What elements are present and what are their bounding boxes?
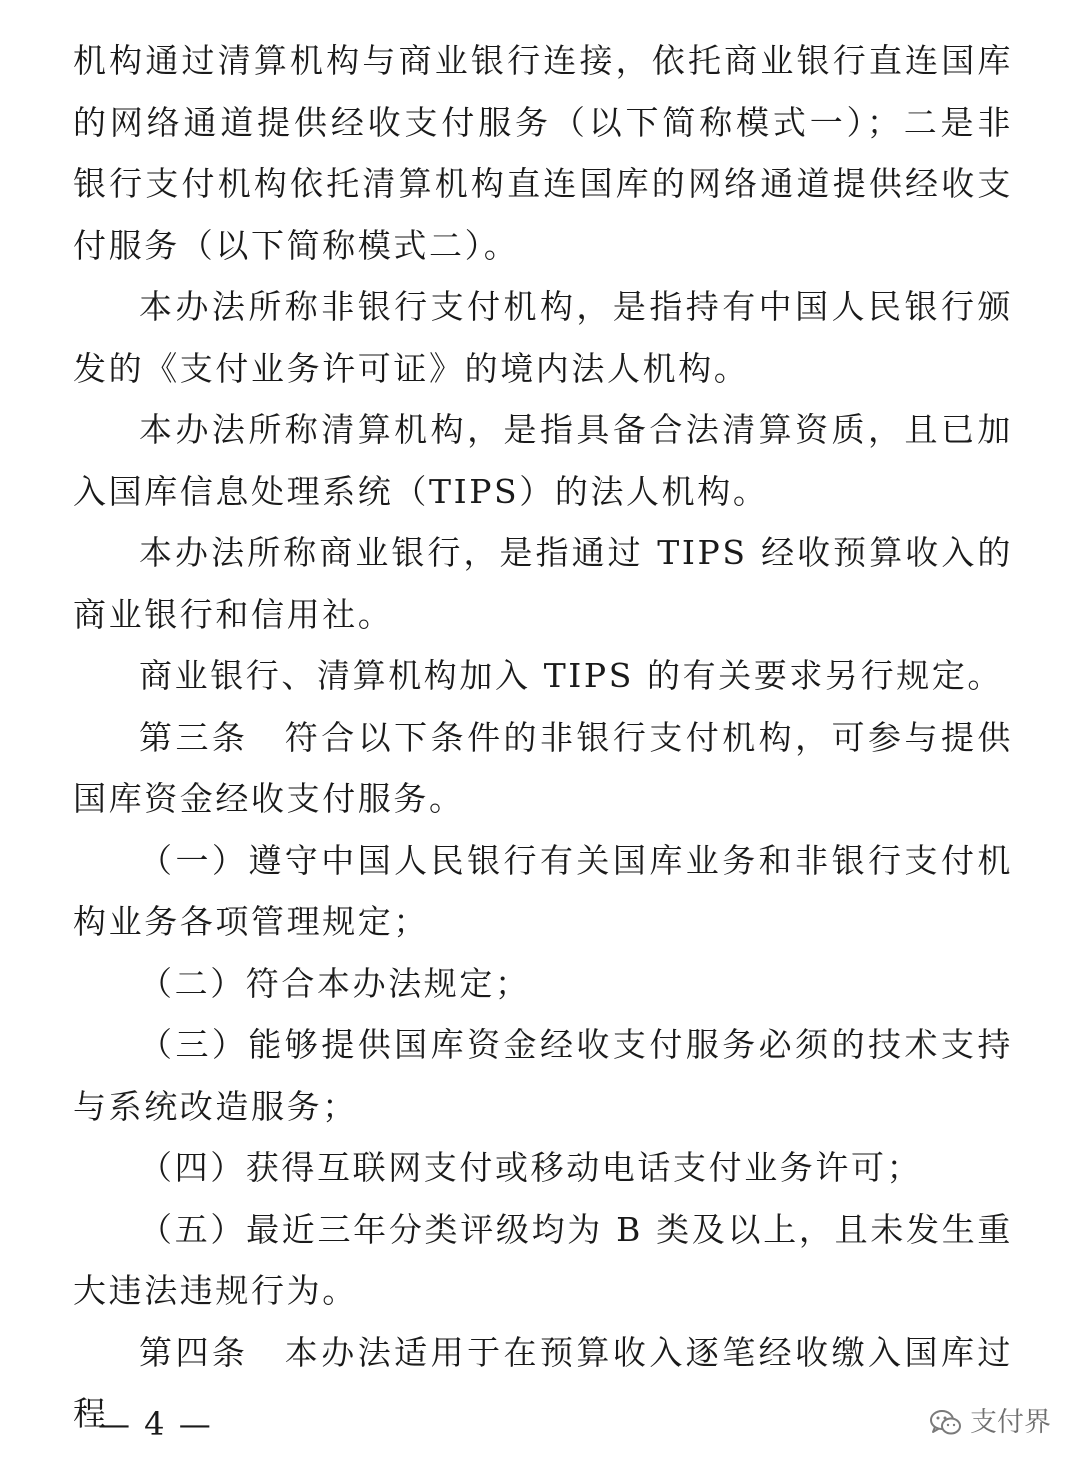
list-item: （三）能够提供国库资金经收支付服务必须的技术支持与系统改造服务；: [73, 1025, 1013, 1126]
watermark-text: 支付界: [970, 1407, 1051, 1438]
paragraph: 本办法所称非银行支付机构，是指持有中国人民银行颁发的《支付业务许可证》的境内法人机构。: [73, 287, 1013, 388]
paragraph: 本办法所称商业银行，是指通过 TIPS 经收预算收入的商业银行和信用社。: [73, 533, 1013, 634]
list-item: （五）最近三年分类评级均为 B 类及以上，且未发生重大违法违规行为。: [73, 1209, 1013, 1310]
list-item: （四）获得互联网支付或移动电话支付业务许可；: [139, 1148, 923, 1187]
article-paragraph: 第三条 符合以下条件的非银行支付机构，可参与提供国库资金经收支付服务。: [73, 717, 1013, 818]
watermark: [930, 1405, 1051, 1441]
paragraph: 商业银行、清算机构加入 TIPS 的有关要求另行规定。: [139, 656, 1004, 695]
list-item: （二）符合本办法规定；: [139, 963, 531, 1003]
article-paragraph: 第四条 本办法适用于在预算收入逐笔经收缴入国库过程: [73, 1332, 1013, 1433]
list-item: （一）遵守中国人民银行有关国库业务和非银行支付机构业务各项管理规定；: [73, 840, 1013, 941]
page-number: — 4 —: [98, 1405, 213, 1443]
paragraph: 本办法所称清算机构，是指具备合法清算资质，且已加入国库信息处理系统（TIPS）的法人机构。: [73, 410, 1013, 511]
wechat-icon: [930, 1409, 962, 1437]
document-body: [73, 30, 1013, 1445]
paragraph: 机构通过清算机构与商业银行连接，依托商业银行直连国库的网络通道提供经收支付服务（以下简称模式一）；二是非银行支付机构依托清算机构直连国库的网络通道提供经收支付服务（以下简称模式二）。: [73, 41, 1013, 265]
